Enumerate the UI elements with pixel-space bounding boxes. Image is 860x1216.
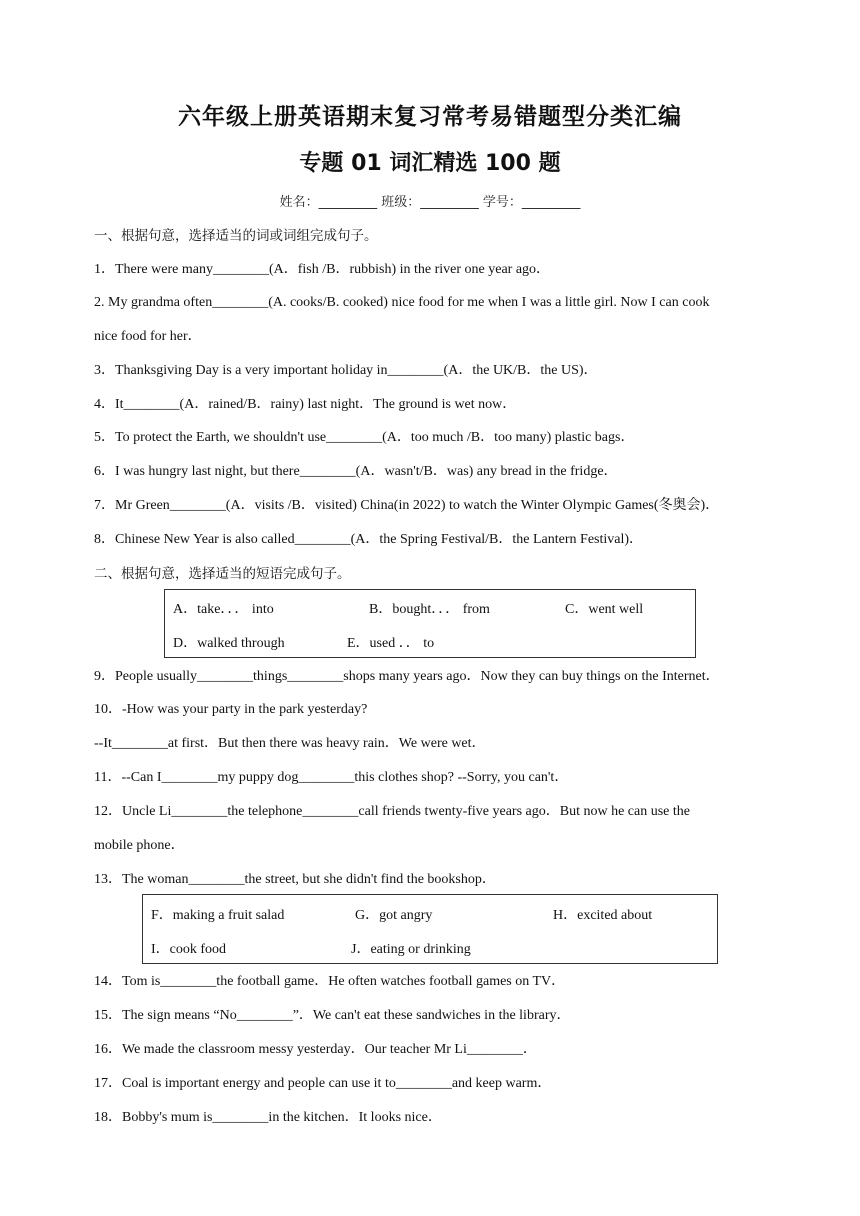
- student-info-line: 姓名：_________ 班级：_________ 学号：_________: [279, 195, 581, 210]
- question-12-cont: mobile phone．: [94, 838, 185, 853]
- option-d: D．walked through: [173, 636, 285, 651]
- question-11: 11．--Can I________my puppy dog________this clothes shop? --Sorry, you can't．: [94, 770, 569, 785]
- question-5: 5．To protect the Earth, we shouldn't use________(A．too much /B．too many) plastic bags．: [94, 430, 635, 445]
- option-h: H．excited about: [553, 908, 653, 923]
- option-f: F．making a fruit salad: [151, 908, 285, 923]
- question-12: 12．Uncle Li________the telephone________call friends twenty-five years ago．But now he can use the: [94, 804, 691, 819]
- option-i: I．cook food: [151, 942, 227, 957]
- question-4: 4．It________(A．rained/B．rainy) last night．The ground is wet now．: [94, 397, 517, 412]
- option-a: A．take．．． into: [173, 602, 274, 617]
- question-6: 6．I was hungry last night, but there________(A．wasn't/B．was) any bread in the fridge．: [94, 464, 618, 479]
- option-b: B．bought．．． from: [369, 602, 490, 617]
- option-j: J．eating or drinking: [351, 942, 471, 957]
- question-17: 17．Coal is important energy and people can use it to________and keep warm．: [94, 1076, 552, 1091]
- question-8: 8．Chinese New Year is also called________(A．the Spring Festival/B．the Lantern Festival)．: [94, 532, 644, 547]
- question-7: 7．Mr Green________(A．visits /B．visited) China(in 2022) to watch the Winter Olympic Games(冬奥会)．: [94, 498, 720, 513]
- question-1: 1．There were many________(A．fish /B．rubbish) in the river one year ago．: [94, 262, 551, 277]
- question-3: 3．Thanksgiving Day is a very important holiday in________(A．the UK/B．the US)．: [94, 363, 598, 378]
- option-g: G．got angry: [355, 908, 433, 923]
- question-15: 15．The sign means “No________”．We can't eat these sandwiches in the library．: [94, 1008, 571, 1023]
- question-14: 14．Tom is________the football game．He often watches football games on TV．: [94, 974, 566, 989]
- question-13: 13．The woman________the street, but she didn't find the bookshop．: [94, 872, 496, 887]
- question-18: 18．Bobby's mum is________in the kitchen．It looks nice．: [94, 1110, 442, 1125]
- question-2-cont: nice food for her．: [94, 329, 202, 344]
- question-10-answer: --It________at first．But then there was heavy rain．We were wet．: [94, 736, 486, 751]
- document-title: 六年级上册英语期末复习常考易错题型分类汇编: [178, 104, 682, 130]
- question-16: 16．We made the classroom messy yesterday．Our teacher Mr Li________．: [94, 1042, 537, 1057]
- question-2: 2. My grandma often________(A. cooks/B. cooked) nice food for me when I was a little girl. Now I can cook: [94, 295, 710, 310]
- question-9: 9．People usually________things________shops many years ago．Now they can buy things on the Internet．: [94, 669, 720, 684]
- option-c: C．went well: [565, 602, 644, 617]
- section2-heading: 二、根据句意，选择适当的短语完成句子。: [94, 566, 351, 582]
- section1-heading: 一、根据句意，选择适当的词或词组完成句子。: [94, 228, 378, 244]
- options-box-2: [142, 894, 718, 964]
- document-subtitle: 专题 01 词汇精选 100 题: [299, 151, 561, 176]
- options-box-1: [164, 589, 696, 658]
- option-e: E．used ．． to: [347, 636, 435, 651]
- question-10: 10．-How was your party in the park yesterday?: [94, 702, 368, 717]
